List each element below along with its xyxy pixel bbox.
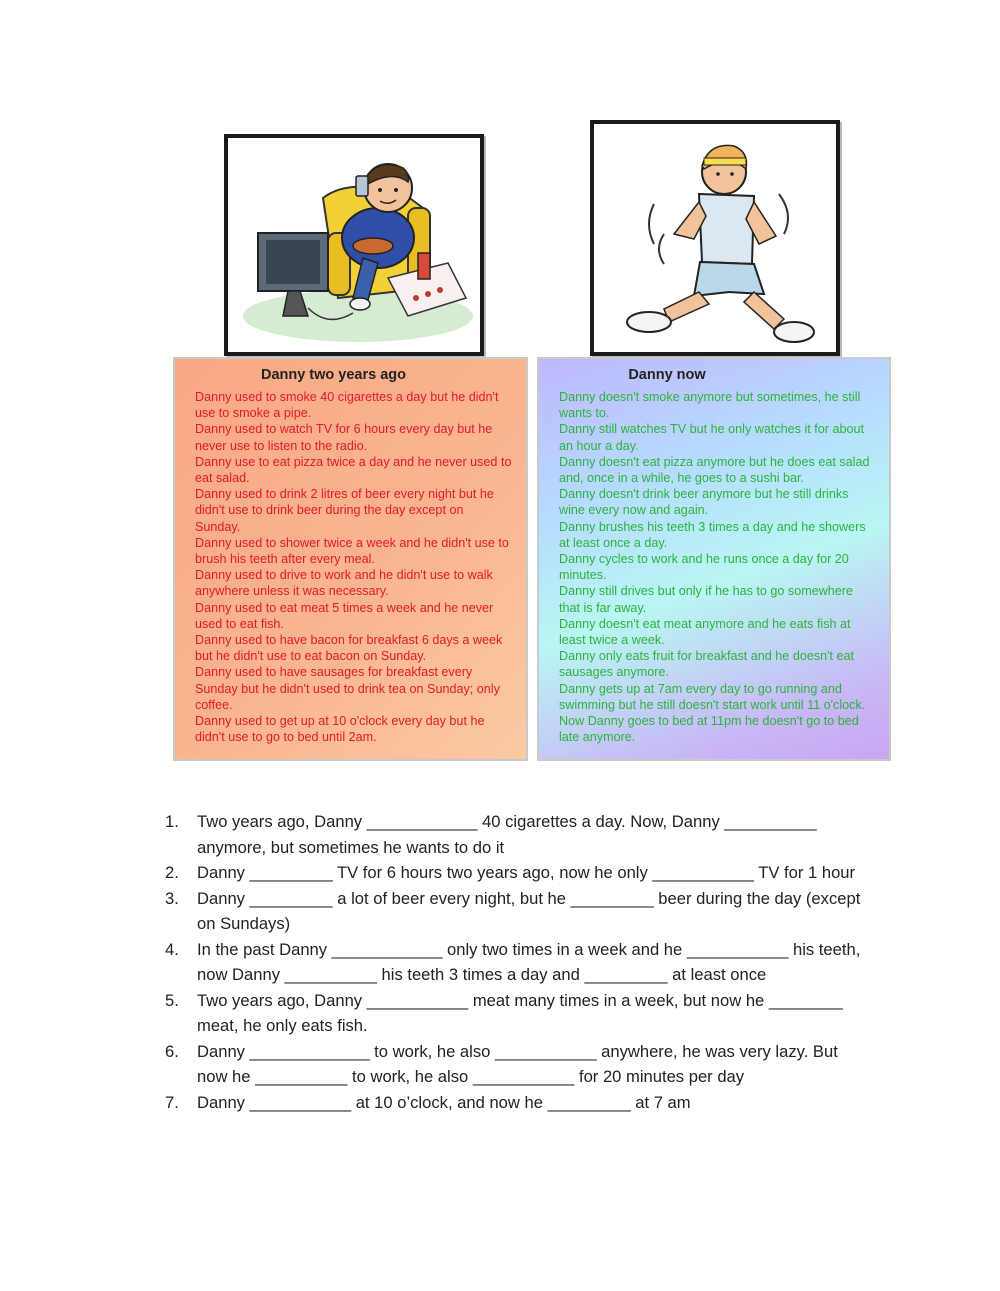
exercise-list	[165, 809, 865, 1115]
runner-drawing	[594, 124, 836, 352]
past-line: Danny used to drink 2 litres of beer every night but he didn't use to drink beer during the day except on Sunday.	[195, 487, 494, 534]
past-line: Danny used to eat meat 5 times a week and he never used to eat fish.	[195, 600, 494, 631]
exercise-item	[165, 1090, 865, 1116]
past-line: Danny used to have bacon for breakfast 6 days a week but he didn't use to eat bacon on Sunday.	[195, 633, 503, 664]
panel-now-title: Danny now	[628, 367, 706, 383]
now-line: Danny cycles to work and he runs once a day for 20 minutes.	[559, 552, 849, 583]
exercise-number: 5.	[165, 990, 179, 1010]
past-line: Danny used to have sausages for breakfast every Sunday but he didn't used to drink tea on Sunday; only coffee.	[195, 665, 500, 712]
exercise-text: In the past Danny ____________ only two times in a week and he ___________ his teeth, now Danny __________ his teeth 3 times a day and _________ at least once	[197, 939, 861, 984]
now-line: Danny doesn't eat meat anymore and he eats fish at least twice a week.	[559, 616, 851, 648]
exercise-number: 3.	[165, 888, 179, 908]
past-line: Danny use to eat pizza twice a day and he never used to eat salad.	[195, 454, 512, 486]
illustration-danny-past	[224, 134, 484, 356]
panel-now-text	[559, 389, 875, 745]
exercise-text: Danny ___________ at 10 o’clock, and now he _________ at 7 am	[197, 1092, 691, 1112]
exercise-text: Danny _________ a lot of beer every night, but he _________ beer during the day (except on Sundays)	[197, 888, 861, 933]
exercise-number: 7.	[165, 1092, 179, 1112]
now-line: Danny brushes his teeth 3 times a day and he showers at least once a day.	[559, 519, 866, 550]
exercise-item	[165, 1039, 865, 1090]
exercise-item	[165, 988, 865, 1039]
now-line: Danny doesn't smoke anymore but sometimes, he still wants to.	[559, 390, 861, 421]
exercise-number: 2.	[165, 863, 179, 882]
exercise-number: 1.	[165, 812, 179, 831]
now-line: Danny doesn't drink beer anymore but he still drinks wine every now and again.	[559, 487, 849, 518]
now-line: Danny still watches TV but he only watches it for about an hour a day.	[559, 422, 864, 453]
past-line: Danny used to watch TV for 6 hours every day but he never use to listen to the radio.	[195, 422, 493, 453]
exercise-number: 4.	[165, 939, 179, 959]
panel-now	[537, 357, 891, 761]
exercise-item	[165, 809, 865, 860]
exercise-text: Danny _____________ to work, he also ___________ anywhere, he was very lazy. But now he __________ to work, he also ___________ for 20 minutes per day	[197, 1041, 838, 1086]
panel-past-text	[195, 389, 512, 745]
past-line: Danny used to get up at 10 o'clock every day but he didn't use to go to bed until 2am.	[195, 714, 485, 745]
couch-tv-drawing	[228, 138, 480, 352]
exercise-text: Danny _________ TV for 6 hours two years ago, now he only ___________ TV for 1 hour	[197, 863, 856, 882]
illustration-danny-now	[590, 120, 840, 356]
past-line: Danny used to shower twice a week and he didn't use to brush his teeth after every meal.	[195, 535, 509, 567]
past-line: Danny used to drive to work and he didn't use to walk anywhere unless it was necessary.	[195, 568, 493, 599]
exercise-number: 6.	[165, 1041, 179, 1061]
past-line: Danny used to smoke 40 cigarettes a day but he didn't use to smoke a pipe.	[195, 390, 499, 421]
now-line: Danny doesn't eat pizza anymore but he does eat salad and, once in a while, he goes to a sushi bar.	[559, 454, 870, 486]
now-line: Danny gets up at 7am every day to go running and swimming but he still doesn't start work until 11 o'clock.	[559, 681, 866, 712]
now-line: Now Danny goes to bed at 11pm he doesn't go to bed late anymore.	[559, 714, 859, 745]
panel-past	[173, 357, 528, 761]
panel-past-title: Danny two years ago	[260, 367, 407, 383]
now-line: Danny still drives but only if he has to go somewhere that is far away.	[559, 584, 854, 615]
now-line: Danny only eats fruit for breakfast and he doesn't eat sausages anymore.	[559, 649, 855, 680]
exercise-item	[165, 886, 865, 937]
exercise-item	[165, 860, 865, 886]
exercise-text: Two years ago, Danny ____________ 40 cigarettes a day. Now, Danny __________ anymore, but sometimes he wants to do it	[197, 812, 817, 857]
exercise-item	[165, 937, 865, 988]
exercise-text: Two years ago, Danny ___________ meat many times in a week, but now he ________ meat, he only eats fish.	[197, 990, 843, 1035]
